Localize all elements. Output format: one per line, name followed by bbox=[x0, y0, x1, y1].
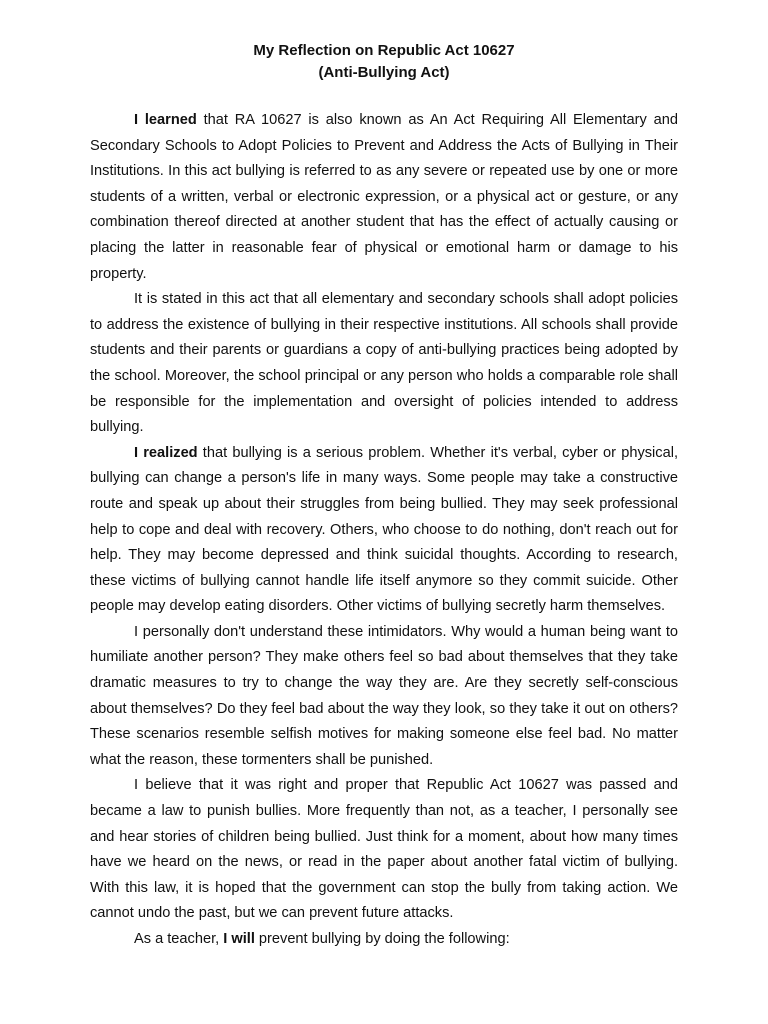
last-line-after: prevent bullying by doing the following: bbox=[254, 931, 510, 947]
paragraph-text: that RA 10627 is also known as An Act Requiring All Elementary and Secondary Schools to Adopt Policies to Prevent and Address the Acts of Bullying in Their Institutions. In this act bullying is referred to as any severe or repeated use by one or more students of a written, verbal or electronic expression, or a physical act or gesture, or any combination thereof directed at another student that has the effect of actually causing or placing the latter in reasonable fear of physical or emotional harm or damage to his property. bbox=[90, 112, 678, 282]
last-line-bold: I will bbox=[223, 931, 255, 947]
last-line-before: As a teacher, bbox=[134, 931, 224, 947]
paragraph-will bbox=[90, 927, 678, 953]
paragraph-believe bbox=[90, 773, 678, 927]
paragraph-text: that bullying is a serious problem. Whether it's verbal, cyber or physical, bullying can change a person's life in many ways. Some people may take a constructive route and speak up about their struggles from being bullied. They may seek professional help to cope and deal with recovery. Others, who choose to do nothing, don't reach out for help. They may become depressed and think suicidal thoughts. According to research, these victims of bullying cannot handle life itself anymore so they commit suicide. Other people may develop eating disorders. Other victims of bullying secretly harm themselves. bbox=[90, 444, 678, 615]
document-subtitle: (Anti-Bullying Act) bbox=[318, 64, 450, 81]
paragraph-text: I personally don't understand these intimidators. Why would a human being want to humiliate another person? They make others feel so bad about themselves that they take dramatic measures to try to change the way they are. Are they secretly self-conscious about themselves? Do they feel bad about the way they look, so they take it out on others? These scenarios resemble selfish motives for making someone else feel bad. No matter what the reason, these tormenters shall be punished. bbox=[90, 623, 678, 768]
paragraph-personal bbox=[90, 620, 678, 774]
paragraph-act-statement bbox=[90, 287, 678, 441]
document-title: My Reflection on Republic Act 10627 bbox=[253, 42, 515, 59]
paragraph-text: I believe that it was right and proper that Republic Act 10627 was passed and became a law to punish bullies. More frequently than not, as a teacher, I personally see and hear stories of children being bullied. Just think for a moment, about how many times have we heard on the news, or read in the paper about another fatal victim of bullying. With this law, it is hoped that the government can stop the bully from taking action. We cannot undo the past, but we can prevent future attacks. bbox=[90, 777, 678, 922]
paragraph-lead: I learned bbox=[134, 112, 197, 128]
paragraph-realized bbox=[90, 441, 678, 620]
paragraph-lead: I realized bbox=[134, 444, 198, 461]
paragraph-learned bbox=[90, 108, 678, 287]
title-block bbox=[90, 40, 678, 84]
paragraph-text: It is stated in this act that all elementary and secondary schools shall adopt policies to address the existence of bullying in their respective institutions. All schools shall provide students and their parents or guardians a copy of anti-bullying practices being adopted by the school. Moreover, the school principal or any person who holds a comparable role shall be responsible for the implementation and oversight of policies intended to address bullying. bbox=[90, 291, 678, 436]
